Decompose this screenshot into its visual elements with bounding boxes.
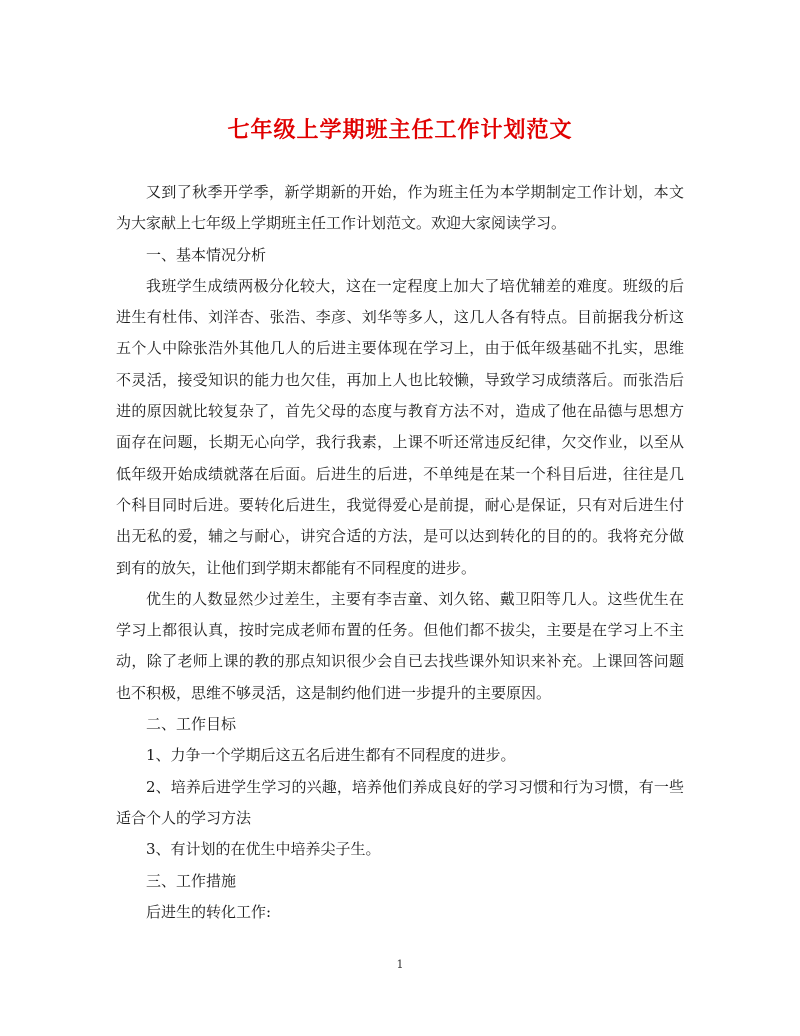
paragraph-slow-students: 我班学生成绩两极分化较大，这在一定程度上加大了培优辅差的难度。班级的后进生有杜伟、刘洋杏、张浩、李彦、刘华等多人，这几人各有特点。目前据我分析这五个人中除张浩外其他几人的后进主要体现在学习上，由于低年级基础不扎实，思维不灵活，接受知识的能力也欠佳，再加上人也比较懒，导致学习成绩落后。而张浩后进的原因就比较复杂了，首先父母的态度与教育方法不对，造成了他在品德与思想方面存在问题，长期无心向学，我行我素，上课不听还常违反纪律，欠交作业，以至从低年级开始成绩就落在后面。后进生的后进，不单纯是在某一个科目后进，往往是几个科目同时后进。要转化后进生，我觉得爱心是前提，耐心是保证，只有对后进生付出无私的爱，辅之与耐心，讲究合适的方法，是可以达到转化的目的的。我将充分做到有的放矢，让他们到学期末都能有不同程度的进步。 (116, 276, 684, 577)
paragraph-top-students: 优生的人数显然少过差生，主要有李吉童、刘久铭、戴卫阳等几人。这些优生在学习上都很认真，按时完成老师布置的任务。但他们都不拔尖，主要是在学习上不主动，除了老师上课的教的那点知识很少会自已去找些课外知识来补充。上课回答问题也不积极，思维不够灵活，这是制约他们进一步提升的主要原因。 (116, 589, 684, 702)
goal-item-1: 1、力争一个学期后这五名后进生都有不同程度的进步。 (146, 746, 516, 765)
document-body (116, 177, 684, 928)
page-number: 1 (396, 958, 404, 971)
goal-item-3: 3、有计划的在优生中培养尖子生。 (146, 840, 381, 859)
paragraph-slow-student-conversion: 后进生的转化工作: (146, 902, 272, 921)
goal-item-2: 2、培养后进学生学习的兴趣，培养他们养成良好的学习习惯和行为习惯，有一些适合个人的学习方法 (116, 777, 684, 827)
section-heading-measures: 三、工作措施 (146, 871, 237, 890)
section-heading-basic-analysis: 一、基本情况分析 (146, 245, 267, 264)
document-title: 七年级上学期班主任工作计划范文 (227, 117, 573, 143)
paragraph-intro: 又到了秋季开学季，新学期新的开始，作为班主任为本学期制定工作计划，本文为大家献上七年级上学期班主任工作计划范文。欢迎大家阅读学习。 (116, 183, 684, 233)
section-heading-goals: 二、工作目标 (146, 715, 237, 734)
